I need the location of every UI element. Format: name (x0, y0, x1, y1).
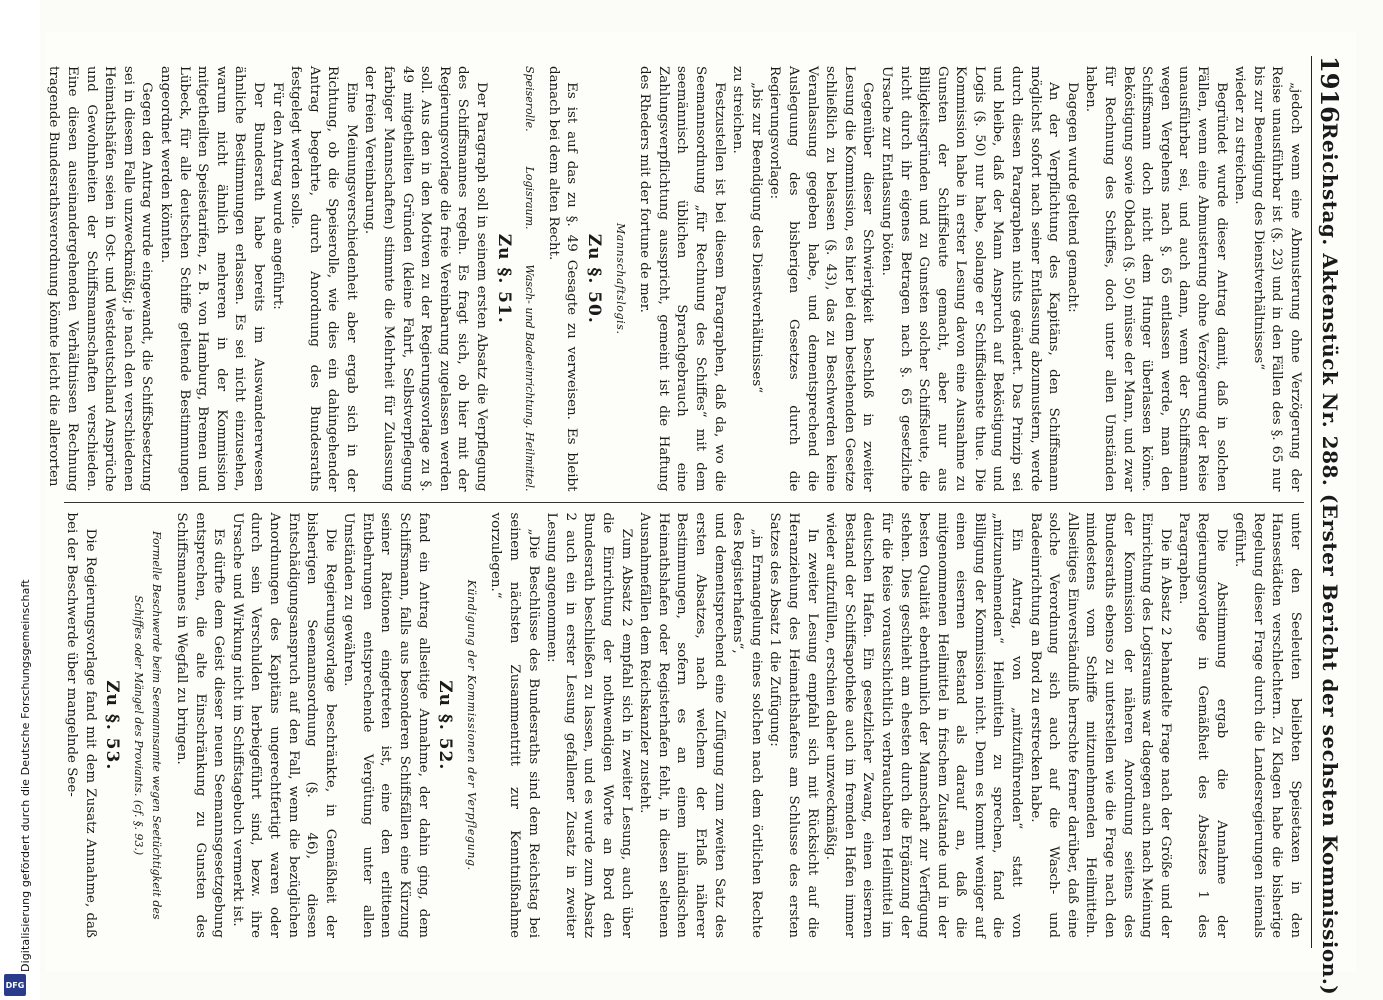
paragraph: Der Paragraph soll in seinem ersten Absatz die Verpflegung des Schiffsmannes regeln. Es fragt sich, ob hier mit der Regierungsvorlage die freie Vereinbarung zugelassen werden soll. Aus den in den Motiven zu der Regierungsvorlage zu §. 49 mitgetheilten Gründen (kleine Fahrt, Selbstverpflegung farbiger Mannschaften) stimmte die Mehrheit für Zulassung der freien Vereinbarung. (362, 66, 490, 492)
digitization-credit: Digitalisierung gefördert durch die Deutsche Forschungsgemeinschaft (19, 579, 32, 972)
section-title-50: Zu §. 50. (584, 233, 605, 324)
paragraph: zu streichen. (730, 66, 746, 154)
side-heading-line: Schiffes oder Mängel des Proviants. (cf. §. 93.) (131, 595, 145, 856)
paragraph: Festzustellen ist bei diesem Paragraphen, daß da, wo die Seemannsordnung „für Rechnung des Schiffes“ mit dem seemännisch üblichen Sprachgebrauch eine Zahlungsverpflichtung ausspricht, gemeint ist die Haftung des Rheders mit der fortune de mer. (637, 66, 727, 492)
side-heading: Kündigung der Kommissionen der Verpflegung. (464, 579, 478, 871)
page-viewport (46, 32, 1356, 996)
section-title-52: Zu §. 52. (435, 680, 456, 771)
margin-note: Logisraum. (523, 166, 537, 230)
paragraph: Ein Antrag, von „mitzuführenden“ statt von „mitzunehmenden“ Heilmitteln zu sprechen, fand die Billigung der Kommission nicht. Denn es kommt weniger auf einen eisernen Bestand als darauf an, daß die mitgenommenen Heilmittel in frischem Zustande und in der besten Qualität ebenthunlich der Mannschaft zur Verfügung stehen. Dies geschieht am ehesten durch die Ergänzung der für die Reise vorausschichtlich verbrauchbaren Heilmittel im deutschen Hafen. Ein gesetzlicher Zwang, einen eisernen Bestand der Schiffsapotheke auch im fremden Hafen immer wieder aufzufüllen, erschien daher unzweckmäßig. (823, 512, 1025, 938)
digitization-credit-strip (0, 0, 40, 1000)
quoted-clause: „jedoch wenn eine Abmusterung ohne Verzögerung der Reise unausführbar ist (§. 23) und in den Fällen des §. 65 nur bis zur Beendigung des Dienstverhältnisses“ (1250, 66, 1303, 492)
margin-notes (520, 66, 539, 492)
paragraph: Es dürfte dem Geist dieser neuen Seemannsgesetzgebung entsprechen, die alte Einschränkung zu Gunsten des Schiffsmannes in Wegfall zu bringen. (173, 512, 227, 938)
quoted-clause: „Die Beschlüsse des Bundesraths sind dem Reichstag bei seinem nächsten Zusammentritt zur Kenntnißnahme vorzulegen.“ (488, 512, 541, 938)
paragraph: Eine Meinungsverschiedenheit aber ergab sich in der Richtung, ob die Speiserolle, wie dies ein dahingehender Antrag begehrte, durch Anordnung des Bundesraths festgelegt werden solle. (288, 66, 359, 492)
dfg-logo-icon: DFG (4, 974, 26, 996)
text-columns (46, 56, 1304, 948)
running-title: Reichstag. Aktenstück Nr. 288. (Erster Bericht der sechsten Kommission.) (1318, 122, 1342, 996)
section-title-51: Zu §. 51. (493, 233, 514, 324)
right-column (64, 502, 1304, 949)
paragraph: Der Bundesrath habe bereits im Auswandererwesen ähnliche Bestimmungen erlassen. Es sei nicht einzusehen, warum nicht ähnlich mehreren in der Kommission mitgetheilten Speisetarifen, z. B. von Hamburg, Bremen und Lübeck, für alle deutschen Schiffe geltende Bestimmungen angeordnet werden könnten. (157, 66, 266, 492)
page-number: 1916 (1315, 56, 1345, 123)
paragraph: Die Abstimmung ergab die Annahme der Regierungsvorlage in Gemäßheit des Absatzes 1 des Paragraphen. (1176, 512, 1229, 938)
left-column (46, 56, 1304, 502)
side-heading-line: Formelle Beschwerde beim Seemannsamte wegen Seetüchtigkeit des (150, 530, 164, 920)
paragraph: Zum Absatz 2 empfahl sich in zweiter Lesung, auch über die Einrichtung der nothwendigen Worte an Bord den Bundesrath beschließen zu lassen, und es wurde zum Absatz 2 auch ein in erster Lesung gefallener Zusatz in zweiter Lesung angenommen: (544, 512, 634, 938)
quoted-clause: „bis zur Beendigung des Dienstverhältnisses“ (748, 82, 764, 394)
paragraph: Dagegen wurde geltend gemacht: (1064, 82, 1080, 313)
paragraph: An der Verpflichtung des Kapitäns, den Schiffsmann möglichst sofort nach seiner Entlassung abzumustern, werde durch diesen Paragraphen nichts geändert. Das Prinzip sei und bleibe, daß der Mann Anspruch auf Beköstigung und Logis (§. 50) nur habe, solange er Schiffsdienste thue. Die Kommission habe in erster Lesung davon eine Ausnahme zu Gunsten der Schiffsleute gemacht, aber nur aus Billigkeitsgründen und zu Gunsten solcher Schiffsleute, die nicht durch ihr eigenes Betragen nach §. 65 gesetzliche Ursache zur Entlassung böten. (878, 66, 1062, 492)
paragraph: Die in Absatz 2 behandelte Frage nach der Größe und der Einrichtung des Logisraums war dagegen auch nach Meinung der Kommission der näheren Anordnung seitens des Bundesraths ebenso zu unterstellen wie die Frage nach den mindestens vom Schiffe mitzunehmenden Heilmitteln. Allseitiges Einverständniß herrschte ferner darüber, daß eine solche Verordnung sich auch auf die Wasch- und Badeeinrichtung an Bord zu erstrecken habe. (1027, 512, 1173, 938)
paragraph: In zweiter Lesung empfahl sich mit Rücksicht auf die Heranziehung des Heimathshafens am Schlusse des ersten Satzes des Absatz 1 die Zufügung: (767, 512, 820, 938)
section-title-53: Zu §. 53. (102, 680, 123, 771)
margin-note: Speiserolle. (523, 66, 537, 132)
paragraph: unter den Seeleuten beliebten Speisetaxen in den Hansestädten verschlechtern. Zu Klagen habe die bisherige Regelung dieser Frage durch die Landesregierungen niemals geführt. (1232, 512, 1303, 938)
paragraph: Für den Antrag wurde angeführt: (269, 82, 285, 310)
quoted-clause: „in Ermangelung eines solchen nach dem örtlichen Rechte des Registerhafens“, (730, 512, 764, 938)
paragraph: Die Regierungsvorlage beschränkte, in Gemäßheit der bisherigen Seemannsordnung (§. 46), diesen Entschädigungsanspruch auf den Fall, wenn die bezüglichen Anordnungen des Kapitäns ungerechtfertigt waren oder durch sein Verschulden herbeigeführt sind, bezw. ihre Ursache und Wirkung nicht im Schiffstagebuch vermerkt ist. (229, 512, 338, 938)
paragraph: Gegenüber dieser Schwierigkeit beschloß in zweiter Lesung die Kommission, es hier bei dem bestehenden Gesetze schließlich zu belassen (§. 43), das zu Beschwerden keine Veranlassung gegeben habe, und dementsprechend die Ausleguung des bisherigen Gesetzes durch die Regierungsvorlage: (767, 66, 876, 492)
side-heading: Mannschaftslogis. (613, 222, 627, 335)
paragraph: wieder zu streichen. (1232, 66, 1248, 205)
margin-note: Wasch- und Badeeinrichtung. Heilmittel. (523, 264, 537, 492)
paragraph: Begründet wurde dieser Antrag damit, daß in solchen Fällen, wenn eine Abmusterung ohne Verzögerung der Reise unausführbar sei, und auch dann, wenn der Schiffsmann wegen Vergehens nach §. 65 entlassen werde, man den Schiffsmann doch nicht dem Hunger überlassen könne. Beköstigung sowie Obdach (§. 50) müsse der Mann, und zwar für Rechnung des Schiffes, doch unter allen Umständen haben. (1083, 66, 1229, 492)
side-heading-block (128, 513, 165, 939)
paragraph: fand ein Antrag allseitige Annahme, der dahin ging, dem Schiffsmann, falls aus besonderen Schiffsfällen eine Kürzung seiner Rationen eingetreten ist, eine den erlittenen Entbehrungen entsprechende Vergütung unter allen Umständen zu gewähren. (341, 512, 431, 938)
running-head (1311, 56, 1348, 996)
printed-page (46, 32, 1356, 996)
paragraph: Die Regierungsvorlage fand mit dem Zusatz Annahme, daß bei der Beschwerde über mangelnde See- (64, 512, 98, 938)
paragraph: Es ist auf das zu §. 49 Gesagte zu verweisen. Es bleibt danach bei dem alten Recht. (545, 66, 580, 492)
paragraph: und dementsprechend eine Zufügung zum zweiten Satz des ersten Absatzes, nach welchem der Erlaß näherer Bestimmungen, sofern es an einem inländischen Heimathshafen oder Registerhafen fehlt, in diesen seltenen Ausnahmefällen dem Reichskanzler zusteht. (637, 512, 727, 938)
paragraph: Gegen den Antrag wurde eingewandt, die Schiffsbesetzung sei in diesem Falle unzweckmäßig; je nach den verschiedenen Heimathshäfen seien in Ost- und Westdeutschland Ansprüche und Gewohnheiten der Schiffsmannschaften verschieden. Eine diesen auseinandergehenden Verhältnissen Rechnung tragende Bundesrathsverordnung könnte leicht die allerorten (46, 66, 155, 492)
